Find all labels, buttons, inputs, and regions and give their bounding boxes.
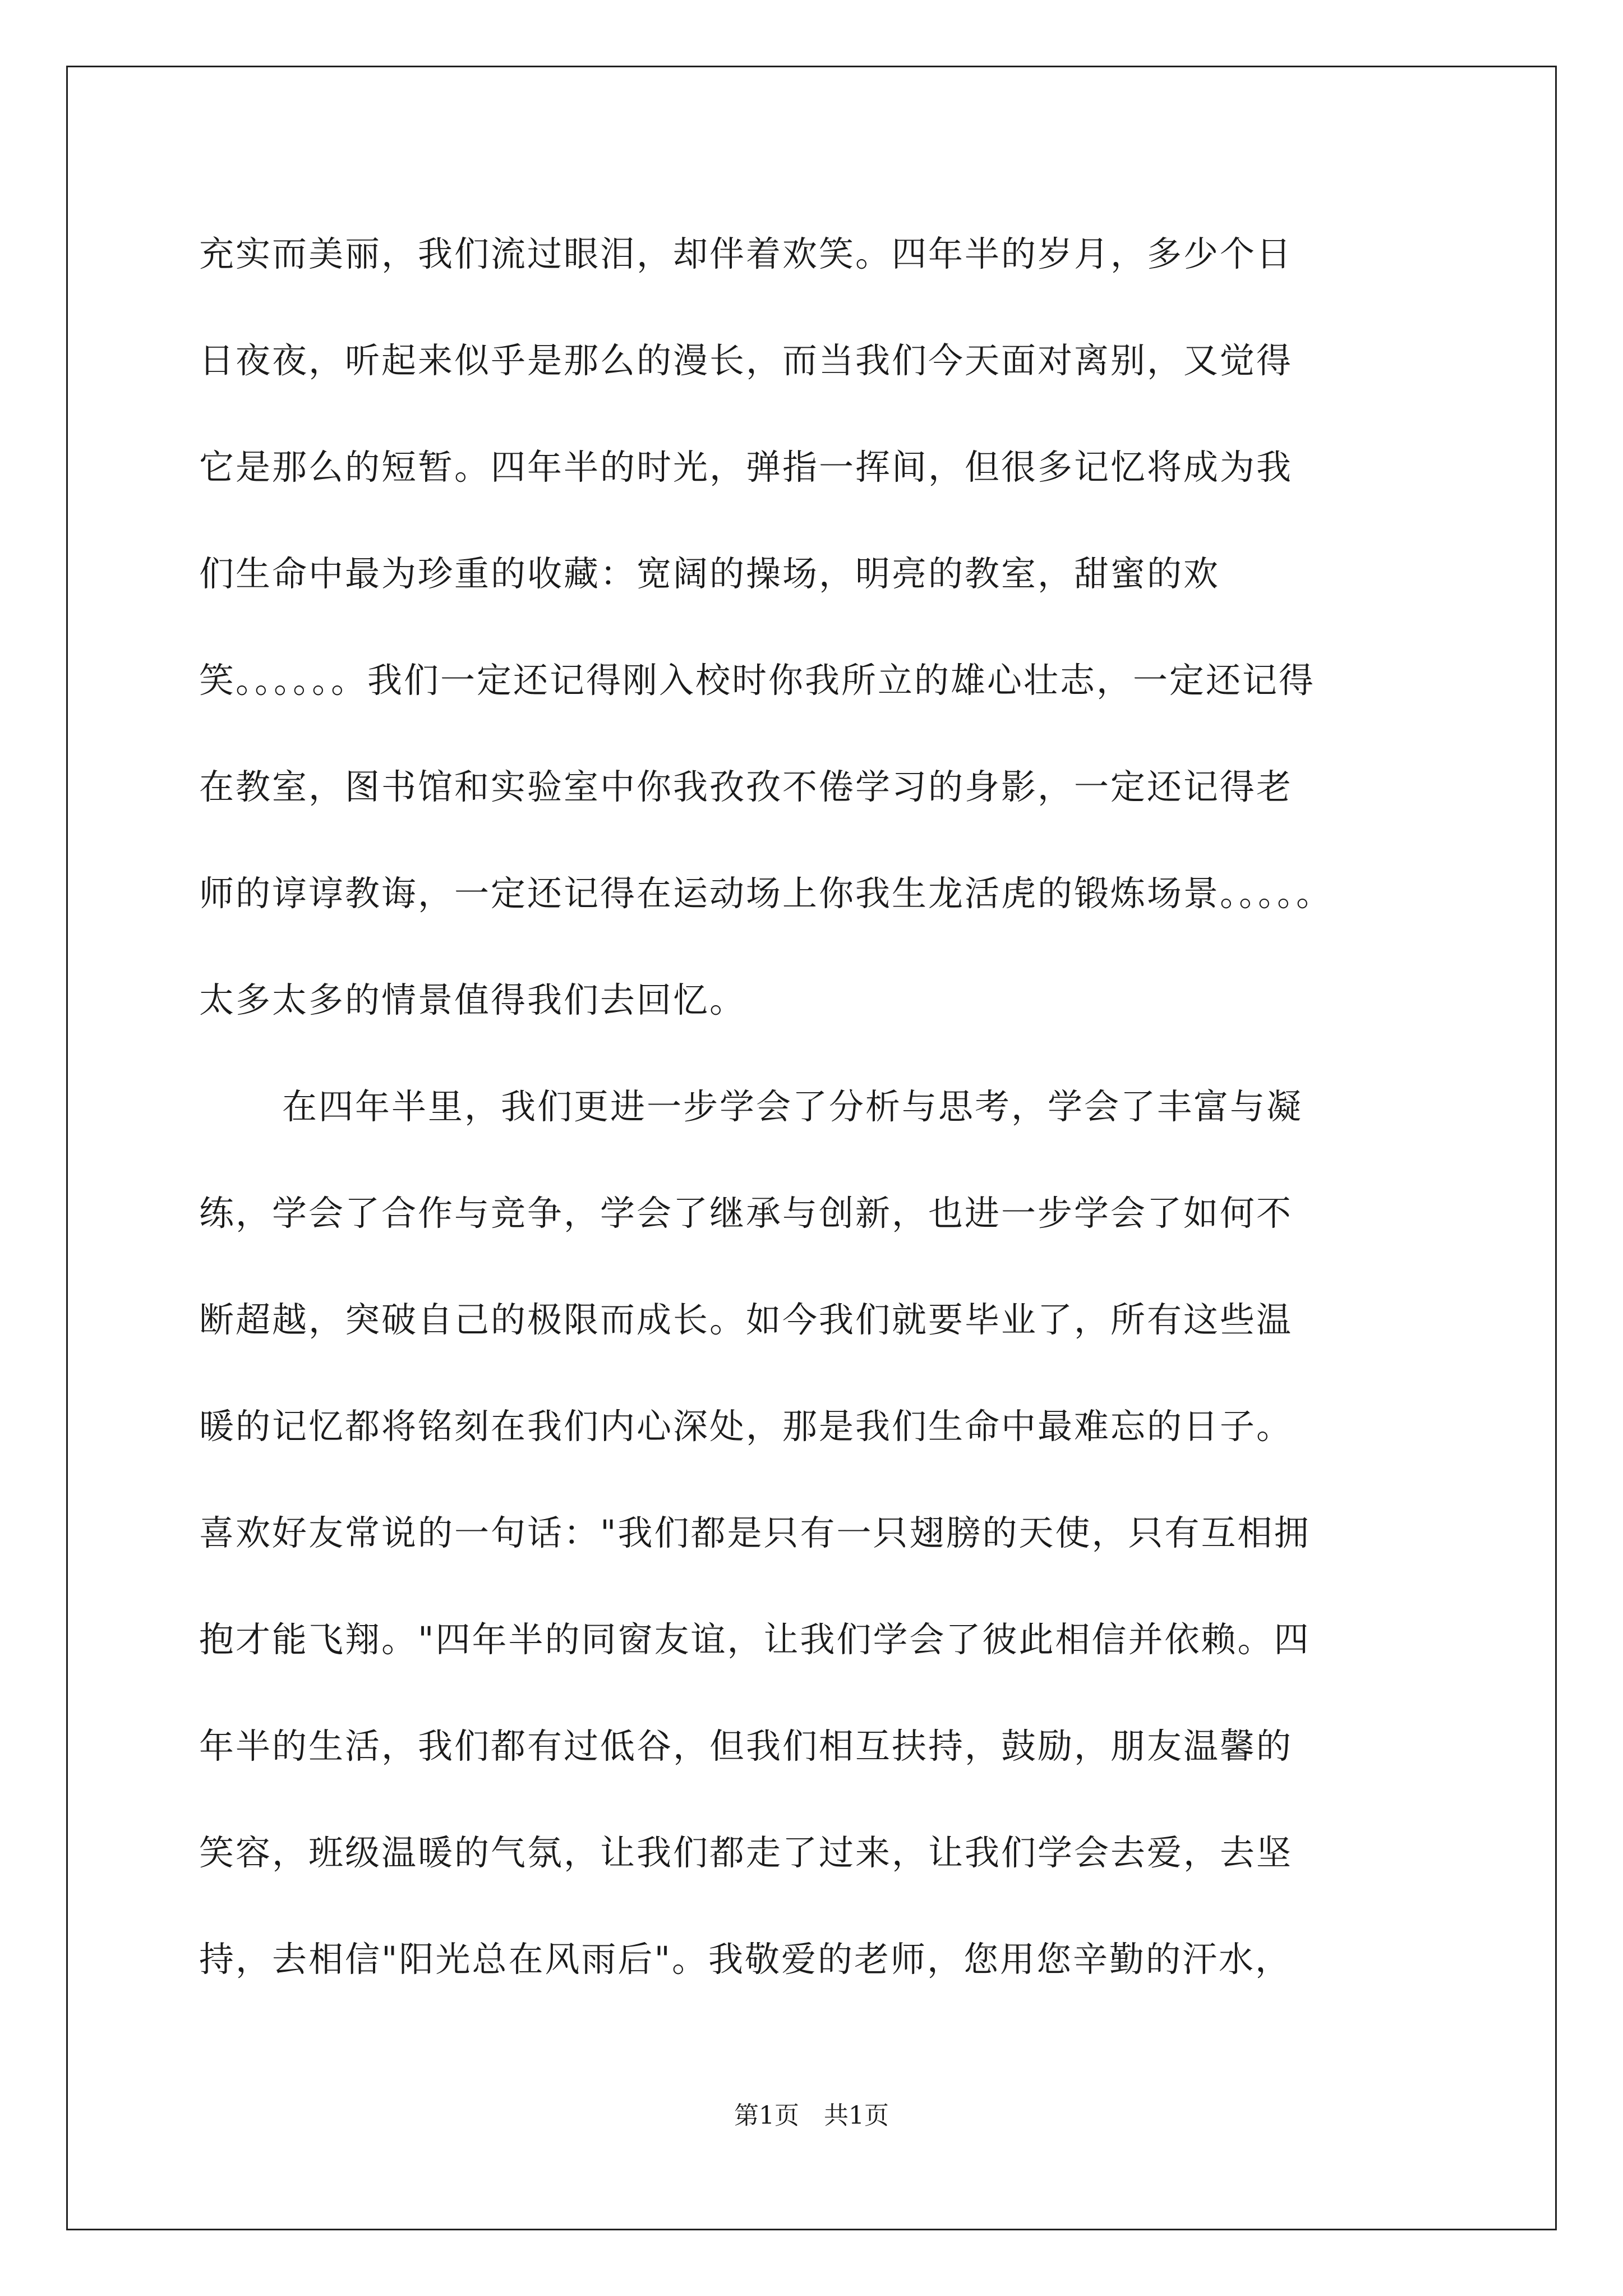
page-footer: 第1页 共1页 [734, 2101, 889, 2130]
text-line: 笑。。。。。。我们一定还记得刚入校时你我所立的雄心壮志，一定还记得 [199, 660, 1316, 701]
text-line: 抱才能飞翔。"四年半的同窗友谊，让我们学会了彼此相信并依赖。四 [199, 1619, 1311, 1660]
text-line: 在教室，图书馆和实验室中你我孜孜不倦学习的身影，一定还记得老 [199, 766, 1293, 807]
body-text [199, 201, 1441, 2013]
text-line: 练，学会了合作与竞争，学会了继承与创新，也进一步学会了如何不 [199, 1193, 1293, 1234]
text-line: 喜欢好友常说的一句话："我们都是只有一只翅膀的天使，只有互相拥 [199, 1512, 1311, 1553]
text-line: 年半的生活，我们都有过低谷，但我们相互扶持，鼓励，朋友温馨的 [199, 1726, 1293, 1766]
text-line: 日夜夜，听起来似乎是那么的漫长，而当我们今天面对离别，又觉得 [199, 340, 1293, 381]
text-line: 持，去相信"阳光总在风雨后"。我敬爱的老师，您用您辛勤的汗水， [199, 1939, 1292, 1980]
text-line: 暖的记忆都将铭刻在我们内心深处，那是我们生命中最难忘的日子。 [199, 1406, 1293, 1447]
text-line: 们生命中最为珍重的收藏：宽阔的操场，明亮的教室，甜蜜的欢 [199, 553, 1220, 594]
text-line: 充实而美丽，我们流过眼泪，却伴着欢笑。四年半的岁月，多少个日 [199, 233, 1293, 274]
text-line: 它是那么的短暂。四年半的时光，弹指一挥间，但很多记忆将成为我 [199, 447, 1293, 487]
paragraph-start-line: 在四年半里，我们更进一步学会了分析与思考，学会了丰富与凝 [282, 1086, 1303, 1127]
text-line: 笑容，班级温暖的气氛，让我们都走了过来，让我们学会去爱，去坚 [199, 1832, 1293, 1873]
text-line: 师的谆谆教诲，一定还记得在运动场上你我生龙活虎的锻炼场景。。。。。 [199, 873, 1333, 914]
text-line: 太多太多的情景值得我们去回忆。 [199, 979, 746, 1020]
text-line: 断超越，突破自己的极限而成长。如今我们就要毕业了，所有这些温 [199, 1299, 1293, 1340]
